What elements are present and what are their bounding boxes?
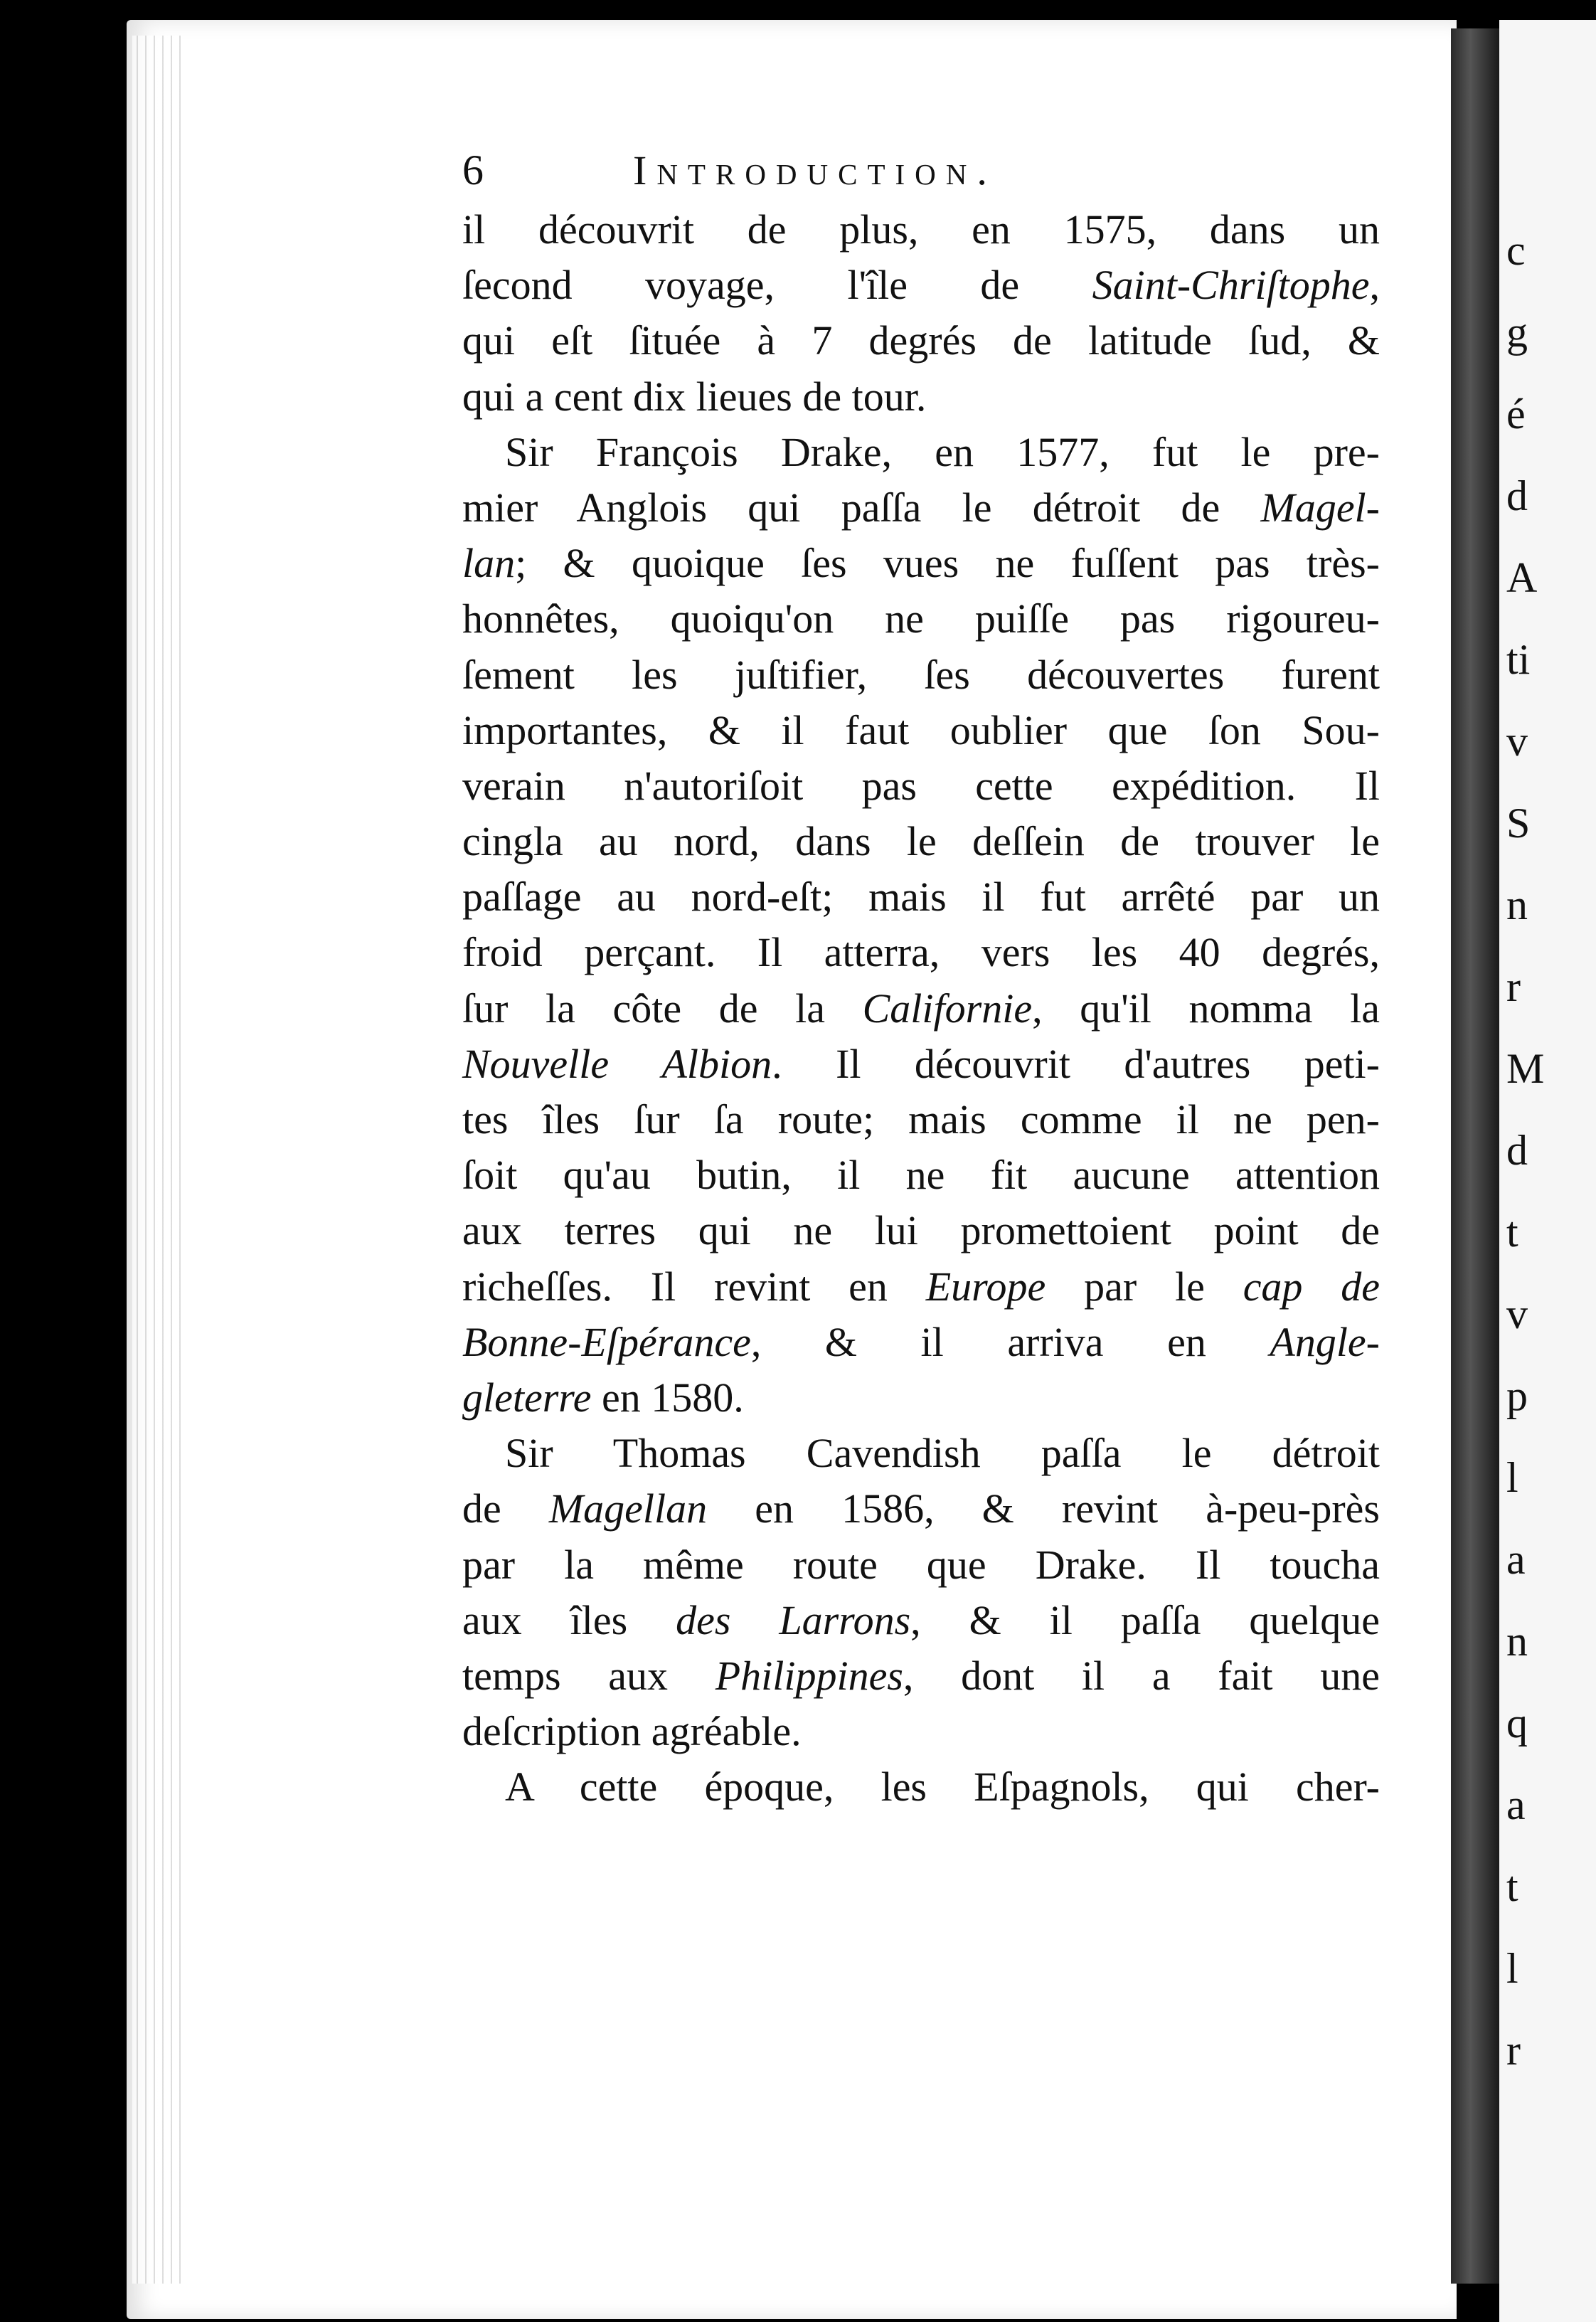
- facing-page-fragment: v: [1506, 1290, 1528, 1337]
- facing-page-fragment: a: [1506, 1536, 1526, 1583]
- text-line: [462, 814, 1380, 869]
- text-line: [462, 1147, 1380, 1203]
- text-segment: ; & quoique ſes vues ne fuſſent pas très-: [515, 540, 1380, 587]
- text-segment: verain n'autoriſoit pas cette expédition. Il: [462, 762, 1380, 809]
- italic-text: des Larrons: [676, 1596, 911, 1643]
- text-segment: paſſage au nord-eſt; mais il fut arrêté par un: [462, 874, 1380, 921]
- text-segment: de: [462, 1485, 549, 1532]
- text-segment: Sir Thomas Cavendish paſſa le détroit: [505, 1430, 1380, 1477]
- text-line: [462, 202, 1380, 258]
- text-line: [462, 703, 1380, 758]
- italic-text: Saint-Chriſtophe: [1092, 262, 1370, 309]
- facing-page-fragment: v: [1506, 718, 1528, 765]
- facing-page-fragment: t: [1506, 1863, 1518, 1910]
- page-edges: [132, 36, 182, 2284]
- text-line: [462, 1704, 1380, 1759]
- text-segment: , & il paſſa quelque: [910, 1596, 1380, 1643]
- text-segment: par la même route que Drake. Il toucha: [462, 1541, 1380, 1588]
- text-line: [462, 1537, 1380, 1593]
- italic-text: Bonne-Eſpérance: [462, 1318, 751, 1365]
- running-head: Introduction.: [633, 147, 997, 194]
- facing-page-fragment: S: [1506, 800, 1531, 847]
- text-segment: honnêtes, quoiqu'on ne puiſſe pas rigoureu-: [462, 595, 1380, 642]
- text-segment: , qu'il nomma la: [1032, 985, 1380, 1032]
- page-number: 6: [462, 147, 484, 194]
- text-segment: ,: [1369, 262, 1380, 309]
- text-segment: ſement les juſtifier, ſes découvertes furent: [462, 651, 1380, 698]
- text-segment: en 1580.: [591, 1374, 744, 1421]
- text-segment: cingla au nord, dans le deſſein de trouver le: [462, 818, 1380, 865]
- text-line: [462, 1203, 1380, 1258]
- text-line: [462, 1259, 1380, 1315]
- text-line: [462, 1092, 1380, 1147]
- text-line: [462, 647, 1380, 703]
- text-segment: ſecond voyage, l'île de: [462, 262, 1092, 309]
- text-line: [462, 1370, 1380, 1426]
- text-line: [462, 536, 1380, 591]
- italic-text: Magel-: [1260, 484, 1380, 531]
- body-text: [462, 202, 1380, 1815]
- text-line: [462, 1593, 1380, 1648]
- text-segment: Sir François Drake, en 1577, fut le pre-: [505, 428, 1380, 475]
- italic-text: Magellan: [548, 1485, 708, 1532]
- text-line: [462, 369, 1380, 425]
- text-segment: qui a cent dix lieues de tour.: [462, 373, 927, 420]
- text-segment: aux terres qui ne lui promettoient point de: [462, 1207, 1380, 1254]
- text-line: [462, 313, 1380, 369]
- facing-page-fragment: p: [1506, 1372, 1528, 1419]
- facing-page-fragment: ti: [1506, 636, 1531, 683]
- text-segment: en 1586, & revint à-peu-près: [707, 1485, 1380, 1532]
- text-segment: A cette époque, les Eſpagnols, qui cher-: [505, 1764, 1380, 1811]
- text-segment: , dont il a fait une: [903, 1652, 1380, 1699]
- italic-text: Angle-: [1270, 1318, 1380, 1365]
- text-segment: richeſſes. Il revint en: [462, 1263, 926, 1310]
- facing-page-fragment: c: [1506, 227, 1526, 274]
- italic-text: Philippines: [715, 1652, 903, 1699]
- facing-page-fragment: a: [1506, 1781, 1526, 1828]
- text-line: [462, 258, 1380, 313]
- facing-page-fragment: l: [1506, 1454, 1518, 1501]
- facing-page-fragment: M: [1506, 1045, 1545, 1092]
- text-segment: . Il découvrit d'autres peti-: [772, 1040, 1380, 1087]
- italic-text: lan: [462, 540, 516, 587]
- text-segment: temps aux: [462, 1652, 715, 1699]
- page-header: [462, 142, 1380, 202]
- italic-text: gleterre: [462, 1374, 592, 1421]
- text-line: [462, 758, 1380, 814]
- facing-page-fragment: d: [1506, 1127, 1528, 1174]
- text-segment: ſur la côte de la: [462, 985, 863, 1032]
- text-line: [462, 1426, 1380, 1481]
- text-line: [462, 480, 1380, 536]
- facing-page-fragment: t: [1506, 1209, 1518, 1256]
- text-segment: froid perçant. Il atterra, vers les 40 degrés,: [462, 929, 1380, 976]
- facing-page-fragment: n: [1506, 1618, 1528, 1665]
- text-line: [462, 925, 1380, 980]
- italic-text: Californie: [862, 985, 1033, 1032]
- text-line: [462, 1481, 1380, 1537]
- text-segment: deſcription agréable.: [462, 1708, 802, 1755]
- text-segment: tes îles ſur ſa route; mais comme il ne pen-: [462, 1096, 1380, 1143]
- italic-text: Europe: [925, 1263, 1046, 1310]
- facing-page-fragment: g: [1506, 309, 1528, 356]
- text-segment: aux îles: [462, 1596, 676, 1643]
- text-segment: importantes, & il faut oublier que ſon Sou-: [462, 706, 1380, 753]
- text-block: [462, 142, 1380, 1815]
- facing-page-fragment: é: [1506, 391, 1526, 438]
- text-segment: qui eſt ſituée à 7 degrés de latitude ſud, &: [462, 317, 1380, 364]
- text-line: [462, 425, 1380, 480]
- facing-page-fragment: A: [1506, 554, 1538, 601]
- facing-page-fragment: r: [1506, 963, 1521, 1010]
- facing-page-fragment: l: [1506, 1945, 1518, 1992]
- text-segment: ſoit qu'au butin, il ne fit aucune attention: [462, 1152, 1380, 1199]
- text-segment: mier Anglois qui paſſa le détroit de: [462, 484, 1261, 531]
- facing-page-fragment: n: [1506, 881, 1528, 928]
- text-segment: il découvrit de plus, en 1575, dans un: [462, 206, 1380, 253]
- text-line: [462, 1037, 1380, 1092]
- facing-page-fragment: r: [1506, 2027, 1521, 2074]
- book-gutter: [1451, 28, 1499, 2284]
- text-line: [462, 1648, 1380, 1704]
- text-segment: par le: [1046, 1263, 1243, 1310]
- italic-text: cap de: [1243, 1263, 1380, 1310]
- text-line: [462, 981, 1380, 1037]
- text-segment: , & il arriva en: [750, 1318, 1270, 1365]
- text-line: [462, 869, 1380, 925]
- facing-page-fragment: q: [1506, 1700, 1528, 1746]
- facing-page-edge: [1499, 20, 1596, 2322]
- facing-page-fragment: d: [1506, 472, 1528, 519]
- text-line: [462, 1759, 1380, 1815]
- text-line: [462, 1315, 1380, 1370]
- italic-text: Nouvelle Albion: [462, 1040, 772, 1087]
- text-line: [462, 591, 1380, 647]
